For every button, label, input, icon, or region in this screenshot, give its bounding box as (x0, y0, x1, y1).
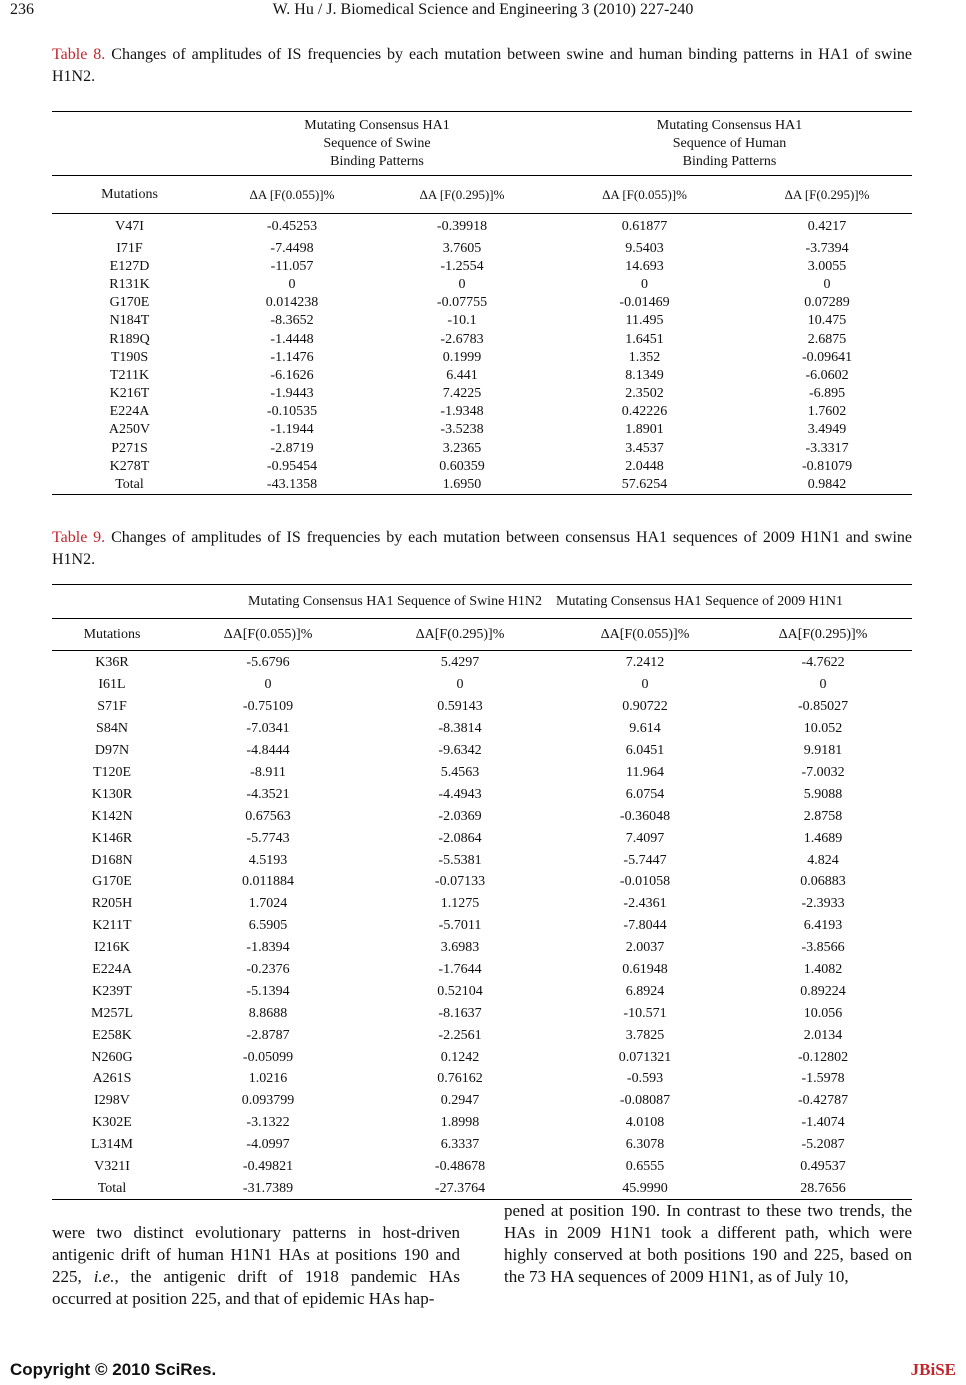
body-text-right: pened at position 190. In contrast to these two trends, the HAs in 2009 H1N1 took a different path, which were highly conserved at both positions 190 and 225, based on the 73 HA sequences of 2009 H1N1, as of July 10, (504, 1201, 912, 1286)
value-cell: 45.9990 (622, 1180, 668, 1196)
table8-group-human (547, 112, 912, 176)
value-cell: 0 (288, 276, 296, 292)
table8-row (52, 258, 912, 276)
value-cell: 9.9181 (803, 743, 843, 759)
table9-col-2009-f0295: ΔA[F(0.295)]% (778, 626, 868, 642)
value-cell: -6.0602 (805, 367, 849, 383)
value-cell: -1.5978 (801, 1071, 845, 1087)
value-cell: -0.75109 (242, 699, 294, 715)
table8-row (52, 276, 912, 294)
value-cell: -8.1637 (438, 1005, 482, 1021)
value-cell: -8.911 (250, 765, 286, 780)
table9-row (52, 1047, 912, 1069)
table9-group-swine: Mutating Consensus HA1 Sequence of Swine H1N2 (248, 593, 543, 609)
value-cell: -1.4074 (801, 1115, 845, 1131)
table9-caption-text: Changes of amplitudes of IS frequencies by each mutation between consensus HA1 sequences of 2009 H1N1 and swine H1N2. (52, 529, 913, 568)
value-cell: 0.4217 (807, 218, 847, 234)
value-cell: 3.4949 (807, 422, 847, 438)
mutation-cell: I298V (94, 1093, 130, 1109)
table9-row (52, 872, 912, 894)
table9-row (52, 893, 912, 915)
value-cell: 2.0448 (625, 458, 664, 474)
table8-label: Table 8. (52, 46, 106, 63)
mutation-cell: V321I (94, 1159, 130, 1175)
value-cell: -0.593 (626, 1071, 664, 1087)
value-cell: 1.7024 (248, 896, 288, 912)
table8-group-human-line3: Binding Patterns (682, 153, 777, 169)
value-cell: 0.61877 (621, 218, 668, 234)
mutation-cell: Total (97, 1180, 127, 1196)
value-cell: -0.01058 (619, 874, 671, 890)
value-cell: -0.09641 (801, 349, 853, 365)
value-cell: -0.07755 (436, 295, 488, 311)
value-cell: -2.8787 (246, 1027, 290, 1043)
table9-col-mutations: Mutations (83, 626, 141, 642)
value-cell: 57.6254 (621, 476, 668, 492)
value-cell: 0.52104 (437, 983, 483, 999)
value-cell: 0 (819, 677, 827, 693)
table8-row (52, 240, 912, 258)
value-cell: 11.964 (626, 765, 664, 780)
value-cell: 0 (458, 276, 466, 292)
value-cell: -10.1 (447, 313, 477, 329)
value-cell: -1.4448 (270, 331, 314, 347)
value-cell: -2.3933 (801, 896, 845, 912)
value-cell: 4.0108 (625, 1115, 665, 1131)
value-cell: 7.2412 (625, 654, 665, 670)
page-number: 236 (10, 1, 34, 18)
value-cell: -1.1944 (270, 422, 314, 438)
value-cell: 0.49537 (800, 1159, 846, 1175)
value-cell: -7.8044 (623, 918, 667, 934)
value-cell: -2.2561 (438, 1027, 482, 1043)
mutation-cell: T120E (92, 765, 132, 780)
value-cell: 6.8924 (625, 983, 665, 999)
mutation-cell: I71F (116, 240, 143, 256)
table8-row (52, 294, 912, 312)
table9-row (52, 740, 912, 762)
table8-group-swine-line1: Mutating Consensus HA1 (304, 117, 450, 133)
body-text-left-part2: , the antigenic drift of 1918 pandemic HAs occurred at position 225, and that of epidemic HAs hap- (52, 1267, 460, 1308)
body-column-left (52, 1222, 460, 1310)
value-cell: -4.8444 (246, 743, 290, 759)
value-cell: 0.59143 (437, 699, 483, 715)
value-cell: 3.6983 (440, 940, 480, 956)
table8-column-headers (52, 176, 912, 214)
value-cell: 1.1275 (440, 896, 480, 912)
table9-row (52, 1156, 912, 1178)
value-cell: -0.39918 (436, 218, 488, 234)
table8-row (52, 458, 912, 476)
value-cell: 0 (823, 276, 831, 292)
body-column-right (504, 1200, 912, 1288)
table9-row (52, 1112, 912, 1134)
value-cell: -1.2554 (440, 258, 484, 274)
value-cell: 0.2947 (440, 1093, 480, 1109)
table9-col-swine-f0295: ΔA[F(0.295)]% (415, 626, 505, 642)
table9-row (52, 1090, 912, 1112)
value-cell: -6.1626 (270, 367, 314, 383)
value-cell: -0.81079 (801, 458, 853, 474)
value-cell: -0.95454 (266, 458, 318, 474)
mutation-cell: K216T (109, 386, 150, 402)
value-cell: -5.2087 (801, 1137, 845, 1153)
value-cell: 8.1349 (625, 367, 664, 383)
value-cell: 0.60359 (439, 458, 485, 474)
mutation-cell: S84N (96, 721, 128, 737)
value-cell: -3.5238 (440, 422, 484, 438)
value-cell: 0 (264, 677, 272, 693)
value-cell: -0.05099 (242, 1049, 294, 1065)
value-cell: -2.4361 (623, 896, 667, 912)
table9-row (52, 959, 912, 981)
value-cell: 1.8901 (625, 422, 664, 438)
table8-row (52, 476, 912, 494)
value-cell: 11.495 (625, 313, 664, 329)
value-cell: -5.1394 (246, 983, 290, 999)
value-cell: 0.011884 (242, 874, 294, 890)
value-cell: -3.3317 (805, 440, 849, 456)
table9-group-2009: Mutating Consensus HA1 Sequence of 2009 H1N1 (556, 593, 843, 609)
value-cell: -6.895 (808, 386, 846, 402)
value-cell: 28.7656 (800, 1180, 846, 1196)
value-cell: -0.2376 (246, 962, 290, 978)
value-cell: 9.5403 (625, 240, 664, 256)
value-cell: -1.1476 (270, 349, 314, 365)
table8-row (52, 214, 912, 240)
value-cell: 3.7605 (442, 240, 482, 256)
value-cell: 6.4193 (803, 918, 843, 934)
value-cell: 0.093799 (241, 1093, 295, 1109)
value-cell: 0.42226 (621, 404, 668, 420)
table9-row (52, 981, 912, 1003)
value-cell: -3.8566 (801, 940, 845, 956)
mutation-cell: K142N (91, 808, 133, 824)
table8-col-swine-f0055: ΔA [F(0.055)]% (249, 186, 335, 202)
table8-body (52, 214, 912, 495)
value-cell: 10.052 (803, 721, 843, 737)
mutation-cell: N184T (109, 313, 150, 329)
table8 (52, 111, 912, 495)
value-cell: 0 (456, 677, 464, 693)
value-cell: -1.7644 (438, 962, 482, 978)
mutation-cell: R205H (91, 896, 133, 912)
value-cell: -7.4498 (270, 240, 314, 256)
mutation-cell: S71F (97, 699, 127, 715)
value-cell: 0.06883 (800, 874, 846, 890)
value-cell: -2.0864 (438, 830, 482, 846)
value-cell: -11.057 (270, 258, 314, 274)
table8-col-mutations: Mutations (101, 186, 158, 202)
value-cell: 5.4563 (440, 765, 480, 780)
mutation-cell: I216K (94, 940, 130, 956)
mutation-cell: A250V (108, 422, 151, 438)
value-cell: 7.4225 (442, 386, 482, 402)
mutation-cell: G170E (109, 295, 150, 311)
table8-col-human-f0055: ΔA [F(0.055)]% (602, 186, 687, 202)
value-cell: -3.1322 (246, 1115, 290, 1131)
value-cell: -0.45253 (266, 218, 318, 234)
value-cell: 3.4537 (625, 440, 664, 456)
mutation-cell: K211T (92, 918, 132, 934)
copyright-notice: Copyright © 2010 SciRes. (10, 1360, 217, 1379)
value-cell: -10.571 (623, 1005, 667, 1021)
value-cell: 1.4082 (803, 962, 843, 978)
table8-row (52, 403, 912, 421)
value-cell: 1.6451 (625, 331, 664, 347)
value-cell: 0 (641, 677, 649, 693)
value-cell: 0.61948 (622, 962, 668, 978)
value-cell: 0.9842 (807, 476, 847, 492)
value-cell: -5.5381 (438, 852, 482, 868)
value-cell: 0.071321 (618, 1049, 672, 1065)
table8-caption (52, 44, 912, 88)
value-cell: -1.9443 (270, 386, 314, 402)
mutation-cell: E127D (109, 258, 150, 274)
value-cell: 4.5193 (248, 852, 288, 868)
table9-row (52, 828, 912, 850)
value-cell: -0.49821 (242, 1159, 294, 1175)
table9-caption (52, 527, 912, 571)
mutation-cell: E224A (109, 404, 150, 420)
page-footer (0, 1360, 966, 1384)
value-cell: -27.3764 (434, 1180, 486, 1196)
mutation-cell: D168N (91, 852, 133, 868)
value-cell: 2.0134 (803, 1027, 843, 1043)
body-text-left-part1: were two distinct evolutionary patterns in host-driven antigenic drift of human H1N1 HAs at positions 190 and 225, (52, 1223, 460, 1286)
table9-body (52, 651, 912, 1200)
table8-caption-text: Changes of amplitudes of IS frequencies by each mutation between swine and human binding patterns in HA1 of swine H1N2. (52, 46, 912, 85)
value-cell: -8.3814 (438, 721, 482, 737)
table9-row (52, 850, 912, 872)
value-cell: 1.8998 (440, 1115, 480, 1131)
table9-row (52, 1134, 912, 1156)
table9-row (52, 937, 912, 959)
mutation-cell: K302E (92, 1115, 132, 1131)
mutation-cell: L314M (91, 1137, 133, 1153)
value-cell: -3.7394 (805, 240, 849, 256)
value-cell: -0.01469 (619, 295, 670, 311)
value-cell: 6.0451 (625, 743, 665, 759)
table8-row (52, 312, 912, 330)
value-cell: 5.9088 (803, 786, 843, 802)
value-cell: 14.693 (625, 258, 664, 274)
table9-row (52, 651, 912, 675)
value-cell: 6.5905 (248, 918, 288, 934)
value-cell: 10.056 (803, 1005, 843, 1021)
value-cell: -4.3521 (246, 786, 290, 802)
mutation-cell: K146R (91, 830, 133, 846)
table9-row (52, 696, 912, 718)
value-cell: 10.475 (807, 313, 847, 329)
table8-group-human-line1: Mutating Consensus HA1 (656, 117, 803, 133)
value-cell: 9.614 (629, 721, 661, 737)
table8-row (52, 367, 912, 385)
table8-group-swine-line3: Binding Patterns (330, 153, 424, 169)
value-cell: 0 (641, 276, 649, 292)
table8-row (52, 349, 912, 367)
mutation-cell: R189Q (109, 331, 150, 347)
value-cell: -1.8394 (246, 940, 290, 956)
value-cell: -0.42787 (797, 1093, 849, 1109)
mutation-cell: I61L (98, 677, 126, 693)
table8-row (52, 421, 912, 439)
table9 (52, 584, 912, 1200)
value-cell: 3.2365 (442, 440, 482, 456)
value-cell: 1.6950 (442, 476, 482, 492)
value-cell: 2.3502 (625, 386, 664, 402)
table9-row (52, 1178, 912, 1200)
value-cell: -9.6342 (438, 743, 482, 759)
value-cell: -0.48678 (434, 1159, 486, 1175)
mutation-cell: N260G (91, 1049, 133, 1065)
value-cell: 6.0754 (625, 786, 665, 802)
value-cell: -5.7743 (246, 830, 290, 846)
mutation-cell: V47I (115, 218, 144, 234)
value-cell: -0.08087 (619, 1093, 671, 1109)
value-cell: 6.441 (446, 367, 478, 383)
table9-column-headers (52, 619, 912, 651)
value-cell: 3.0055 (807, 258, 847, 274)
value-cell: 0.89224 (800, 983, 846, 999)
body-text-left-ie: i.e. (93, 1267, 115, 1286)
value-cell: -2.8719 (270, 440, 314, 456)
table9-row (52, 675, 912, 697)
value-cell: -0.36048 (619, 808, 671, 824)
value-cell: 4.824 (807, 852, 839, 868)
value-cell: 0.07289 (804, 295, 850, 311)
mutation-cell: E258K (92, 1027, 132, 1043)
value-cell: 0.1999 (442, 349, 482, 365)
table9-row (52, 762, 912, 784)
value-cell: -7.0032 (801, 765, 845, 780)
value-cell: -8.3652 (270, 313, 314, 329)
mutation-cell: D97N (94, 743, 130, 759)
page-header (0, 0, 966, 24)
table9-row (52, 806, 912, 828)
value-cell: -0.07133 (434, 874, 486, 890)
value-cell: -1.9348 (440, 404, 484, 420)
value-cell: 2.6875 (807, 331, 847, 347)
value-cell: 6.3078 (625, 1137, 665, 1153)
mutation-cell: Total (115, 476, 144, 492)
value-cell: 0.90722 (622, 699, 668, 715)
value-cell: -2.0369 (438, 808, 482, 824)
value-cell: 1.7602 (807, 404, 847, 420)
value-cell: -2.6783 (440, 331, 484, 347)
value-cell: -43.1358 (266, 476, 318, 492)
value-cell: 2.8758 (803, 808, 843, 824)
table9-row (52, 718, 912, 740)
table9-row (52, 1003, 912, 1025)
table8-group-spacer (52, 112, 207, 176)
mutation-cell: T190S (110, 349, 149, 365)
value-cell: 0.76162 (437, 1071, 483, 1087)
table8-group-swine-line2: Sequence of Swine (323, 135, 431, 151)
mutation-cell: E224A (92, 962, 132, 978)
value-cell: -4.4943 (438, 786, 482, 802)
mutation-cell: G170E (92, 874, 132, 890)
table9-col-swine-f0055: ΔA[F(0.055)]% (223, 626, 313, 642)
value-cell: 0.014238 (265, 295, 319, 311)
value-cell: -31.7389 (242, 1180, 294, 1196)
mutation-cell: K239T (92, 983, 132, 999)
value-cell: -0.85027 (797, 699, 849, 715)
mutation-cell: K278T (109, 458, 150, 474)
value-cell: 1.4689 (803, 830, 843, 846)
value-cell: 7.4097 (625, 830, 665, 846)
value-cell: 0.6555 (625, 1159, 665, 1175)
table8-group-swine (207, 112, 547, 176)
table8-group-human-line2: Sequence of Human (672, 135, 787, 151)
table8-row (52, 440, 912, 458)
mutation-cell: A261S (92, 1071, 132, 1087)
table9-group-spacer (52, 585, 172, 619)
table9-col-2009-f0055: ΔA[F(0.055)]% (600, 626, 690, 642)
mutation-cell: K130R (91, 786, 133, 802)
value-cell: 2.0037 (625, 940, 665, 956)
journal-abbrev: JBiSE (910, 1360, 956, 1379)
running-title: W. Hu / J. Biomedical Science and Engineering 3 (2010) 227-240 (272, 1, 694, 18)
value-cell: -4.7622 (801, 654, 845, 670)
value-cell: 0.1242 (440, 1049, 480, 1065)
table8-col-human-f0295: ΔA [F(0.295)]% (784, 186, 870, 202)
value-cell: 5.4297 (440, 654, 480, 670)
value-cell: -5.7011 (438, 918, 482, 934)
value-cell: -7.0341 (246, 721, 290, 737)
mutation-cell: R131K (109, 276, 150, 292)
value-cell: 1.0216 (248, 1071, 288, 1087)
table9-row (52, 1025, 912, 1047)
value-cell: -0.12802 (797, 1049, 849, 1065)
value-cell: 0.67563 (245, 808, 291, 824)
table8-row (52, 385, 912, 403)
table9-label: Table 9. (52, 529, 106, 546)
table9-row (52, 784, 912, 806)
table8-row (52, 330, 912, 348)
value-cell: 6.3337 (440, 1137, 480, 1153)
table9-row (52, 1069, 912, 1091)
value-cell: -0.10535 (266, 404, 318, 420)
table8-col-swine-f0295: ΔA [F(0.295)]% (419, 186, 505, 202)
mutation-cell: P271S (111, 440, 148, 456)
value-cell: -5.7447 (623, 852, 667, 868)
value-cell: 1.352 (628, 349, 661, 365)
mutation-cell: K36R (95, 654, 129, 670)
mutation-cell: T211K (109, 367, 150, 383)
value-cell: 3.7825 (625, 1027, 665, 1043)
value-cell: -4.0997 (246, 1137, 290, 1153)
table9-row (52, 915, 912, 937)
mutation-cell: M257L (91, 1005, 133, 1021)
value-cell: -5.6796 (246, 654, 290, 670)
value-cell: 8.8688 (248, 1005, 288, 1021)
